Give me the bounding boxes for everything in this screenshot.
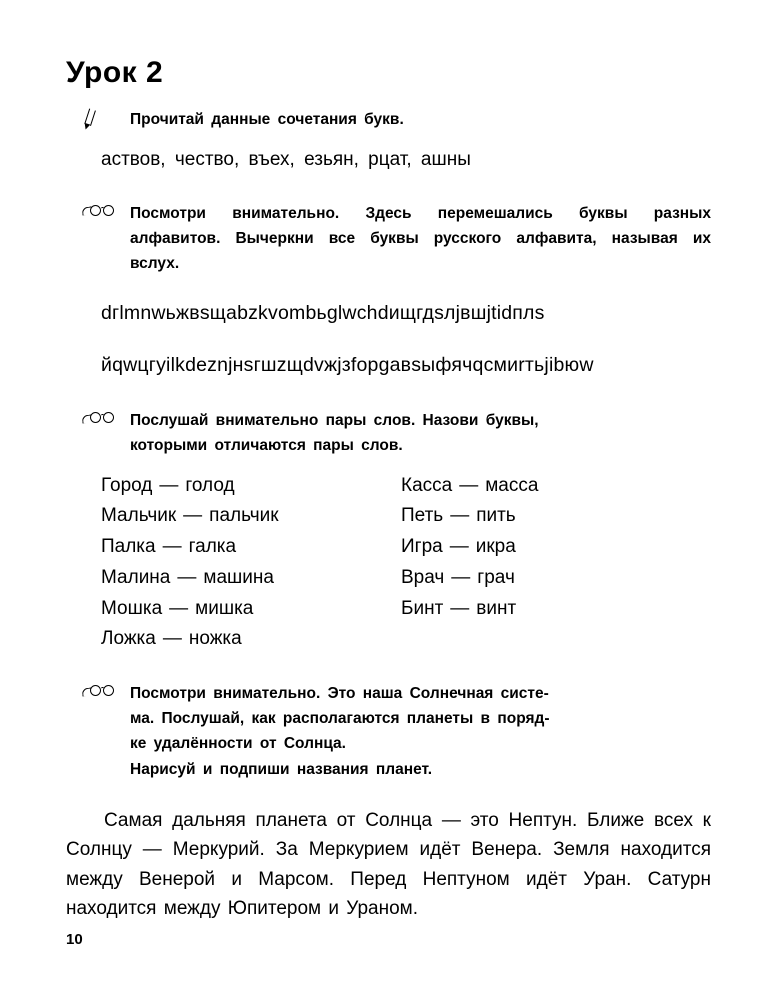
page-title: Урок 2 xyxy=(66,56,164,89)
word-pair-dash: — xyxy=(162,628,182,650)
glasses-icon xyxy=(82,683,116,697)
word-pairs-table xyxy=(101,471,711,656)
word-pair-first: Игра xyxy=(401,536,443,558)
task-4-marker xyxy=(66,681,130,697)
word-pair-second: голод xyxy=(185,474,235,496)
task-2 xyxy=(66,201,711,276)
word-pair-second: ножка xyxy=(188,628,242,650)
word-pair-second: галка xyxy=(188,536,237,558)
word-pair-first: Ложка xyxy=(101,628,156,650)
word-pair-first: Петь xyxy=(401,505,444,527)
word-pair-second: винт xyxy=(476,597,517,619)
word-pair-dash: — xyxy=(183,505,203,527)
task-1 xyxy=(66,107,711,132)
task-4-instruction-line-1: Посмотри внимательно. Это наша Солнечная систе- xyxy=(130,685,549,703)
task-1-instruction: Прочитай данные сочетания букв. xyxy=(130,111,404,128)
task-1-body xyxy=(130,107,711,132)
task-3 xyxy=(66,408,711,458)
mixed-alphabet-line-1: dгlmnwьжвsщаbzkvombьglwchdищгдsлjвшjtіdплs xyxy=(101,301,545,324)
task-2-marker xyxy=(66,201,130,217)
task-4 xyxy=(66,681,711,781)
task-4-instruction-line-3: ке удалённости от Солнца. xyxy=(130,735,346,753)
word-pair-first: Город xyxy=(101,474,153,496)
word-pair-first: Палка xyxy=(101,536,156,558)
word-pair-row xyxy=(401,594,701,625)
letter-combinations: аствов, чество, въех, езьян, рцат, ашны xyxy=(101,149,471,171)
word-pair-second: масса xyxy=(485,474,539,496)
word-pair-second: машина xyxy=(203,566,274,588)
task-3-instruction-line-1: Послушай внимательно пары слов. Назови буквы, xyxy=(130,412,539,430)
word-pair-first: Касса xyxy=(401,474,453,496)
word-pair-row xyxy=(101,471,401,502)
word-pair-dash: — xyxy=(451,566,471,588)
word-pair-first: Бинт xyxy=(401,597,444,619)
word-pair-row xyxy=(401,563,701,594)
word-pair-dash: — xyxy=(449,536,469,558)
word-pair-row xyxy=(401,471,701,502)
word-pair-row xyxy=(101,563,401,594)
word-pair-row xyxy=(101,501,401,532)
word-pair-first: Мошка xyxy=(101,597,163,619)
word-pair-dash: — xyxy=(169,597,189,619)
word-pair-row xyxy=(101,532,401,563)
word-pair-dash: — xyxy=(459,474,479,496)
word-pair-dash: — xyxy=(159,474,179,496)
word-pairs-left-column xyxy=(101,471,401,656)
mixed-alphabet-line-2: йqwцгуіlkdeznjнsгшzщdvжjзfорgавsыфячqсмиrтьjіbюw xyxy=(101,354,594,377)
word-pair-second: грач xyxy=(477,566,515,588)
word-pair-row xyxy=(401,532,701,563)
word-pair-dash: — xyxy=(177,566,197,588)
task-3-body xyxy=(130,408,711,458)
task-2-body xyxy=(130,201,711,276)
word-pair-second: мишка xyxy=(195,597,254,619)
word-pair-first: Врач xyxy=(401,566,445,588)
word-pair-second: икра xyxy=(475,536,516,558)
task-1-marker xyxy=(66,107,130,129)
word-pair-second: пальчик xyxy=(209,505,279,527)
task-2-instruction: Посмотри внимательно. Здесь перемешались буквы разных алфавитов. Вычеркни все буквы русского алфавита, называя их вслух. xyxy=(130,204,711,272)
task-3-marker xyxy=(66,408,130,424)
pencil-icon xyxy=(79,107,98,130)
glasses-icon xyxy=(82,410,116,424)
word-pair-dash: — xyxy=(162,536,182,558)
task-4-instruction-line-2: ма. Послушай, как располагаются планеты в поряд- xyxy=(130,710,550,728)
story-paragraph: Самая дальняя планета от Солнца — это Нептун. Ближе всех к Солнцу — Меркурий. За Меркурием идёт Венера. Земля находится между Венерой и Марсом. Перед Нептуном идёт Уран. Сатурн находится между Юпитером и Ураном. xyxy=(66,809,711,919)
word-pair-dash: — xyxy=(450,505,470,527)
task-4-body xyxy=(130,681,711,781)
glasses-icon xyxy=(82,203,116,217)
task-3-instruction-line-2: которыми отличаются пары слов. xyxy=(130,437,403,455)
task-4-instruction-line-4: Нарисуй и подпиши названия планет. xyxy=(130,760,433,778)
word-pair-first: Мальчик xyxy=(101,505,177,527)
word-pair-row xyxy=(101,594,401,625)
word-pair-row xyxy=(401,501,701,532)
word-pair-second: пить xyxy=(476,505,516,527)
word-pair-first: Малина xyxy=(101,566,171,588)
word-pairs-right-column xyxy=(401,471,701,656)
word-pair-row xyxy=(101,624,401,655)
word-pair-dash: — xyxy=(450,597,470,619)
page-number: 10 xyxy=(66,931,83,948)
